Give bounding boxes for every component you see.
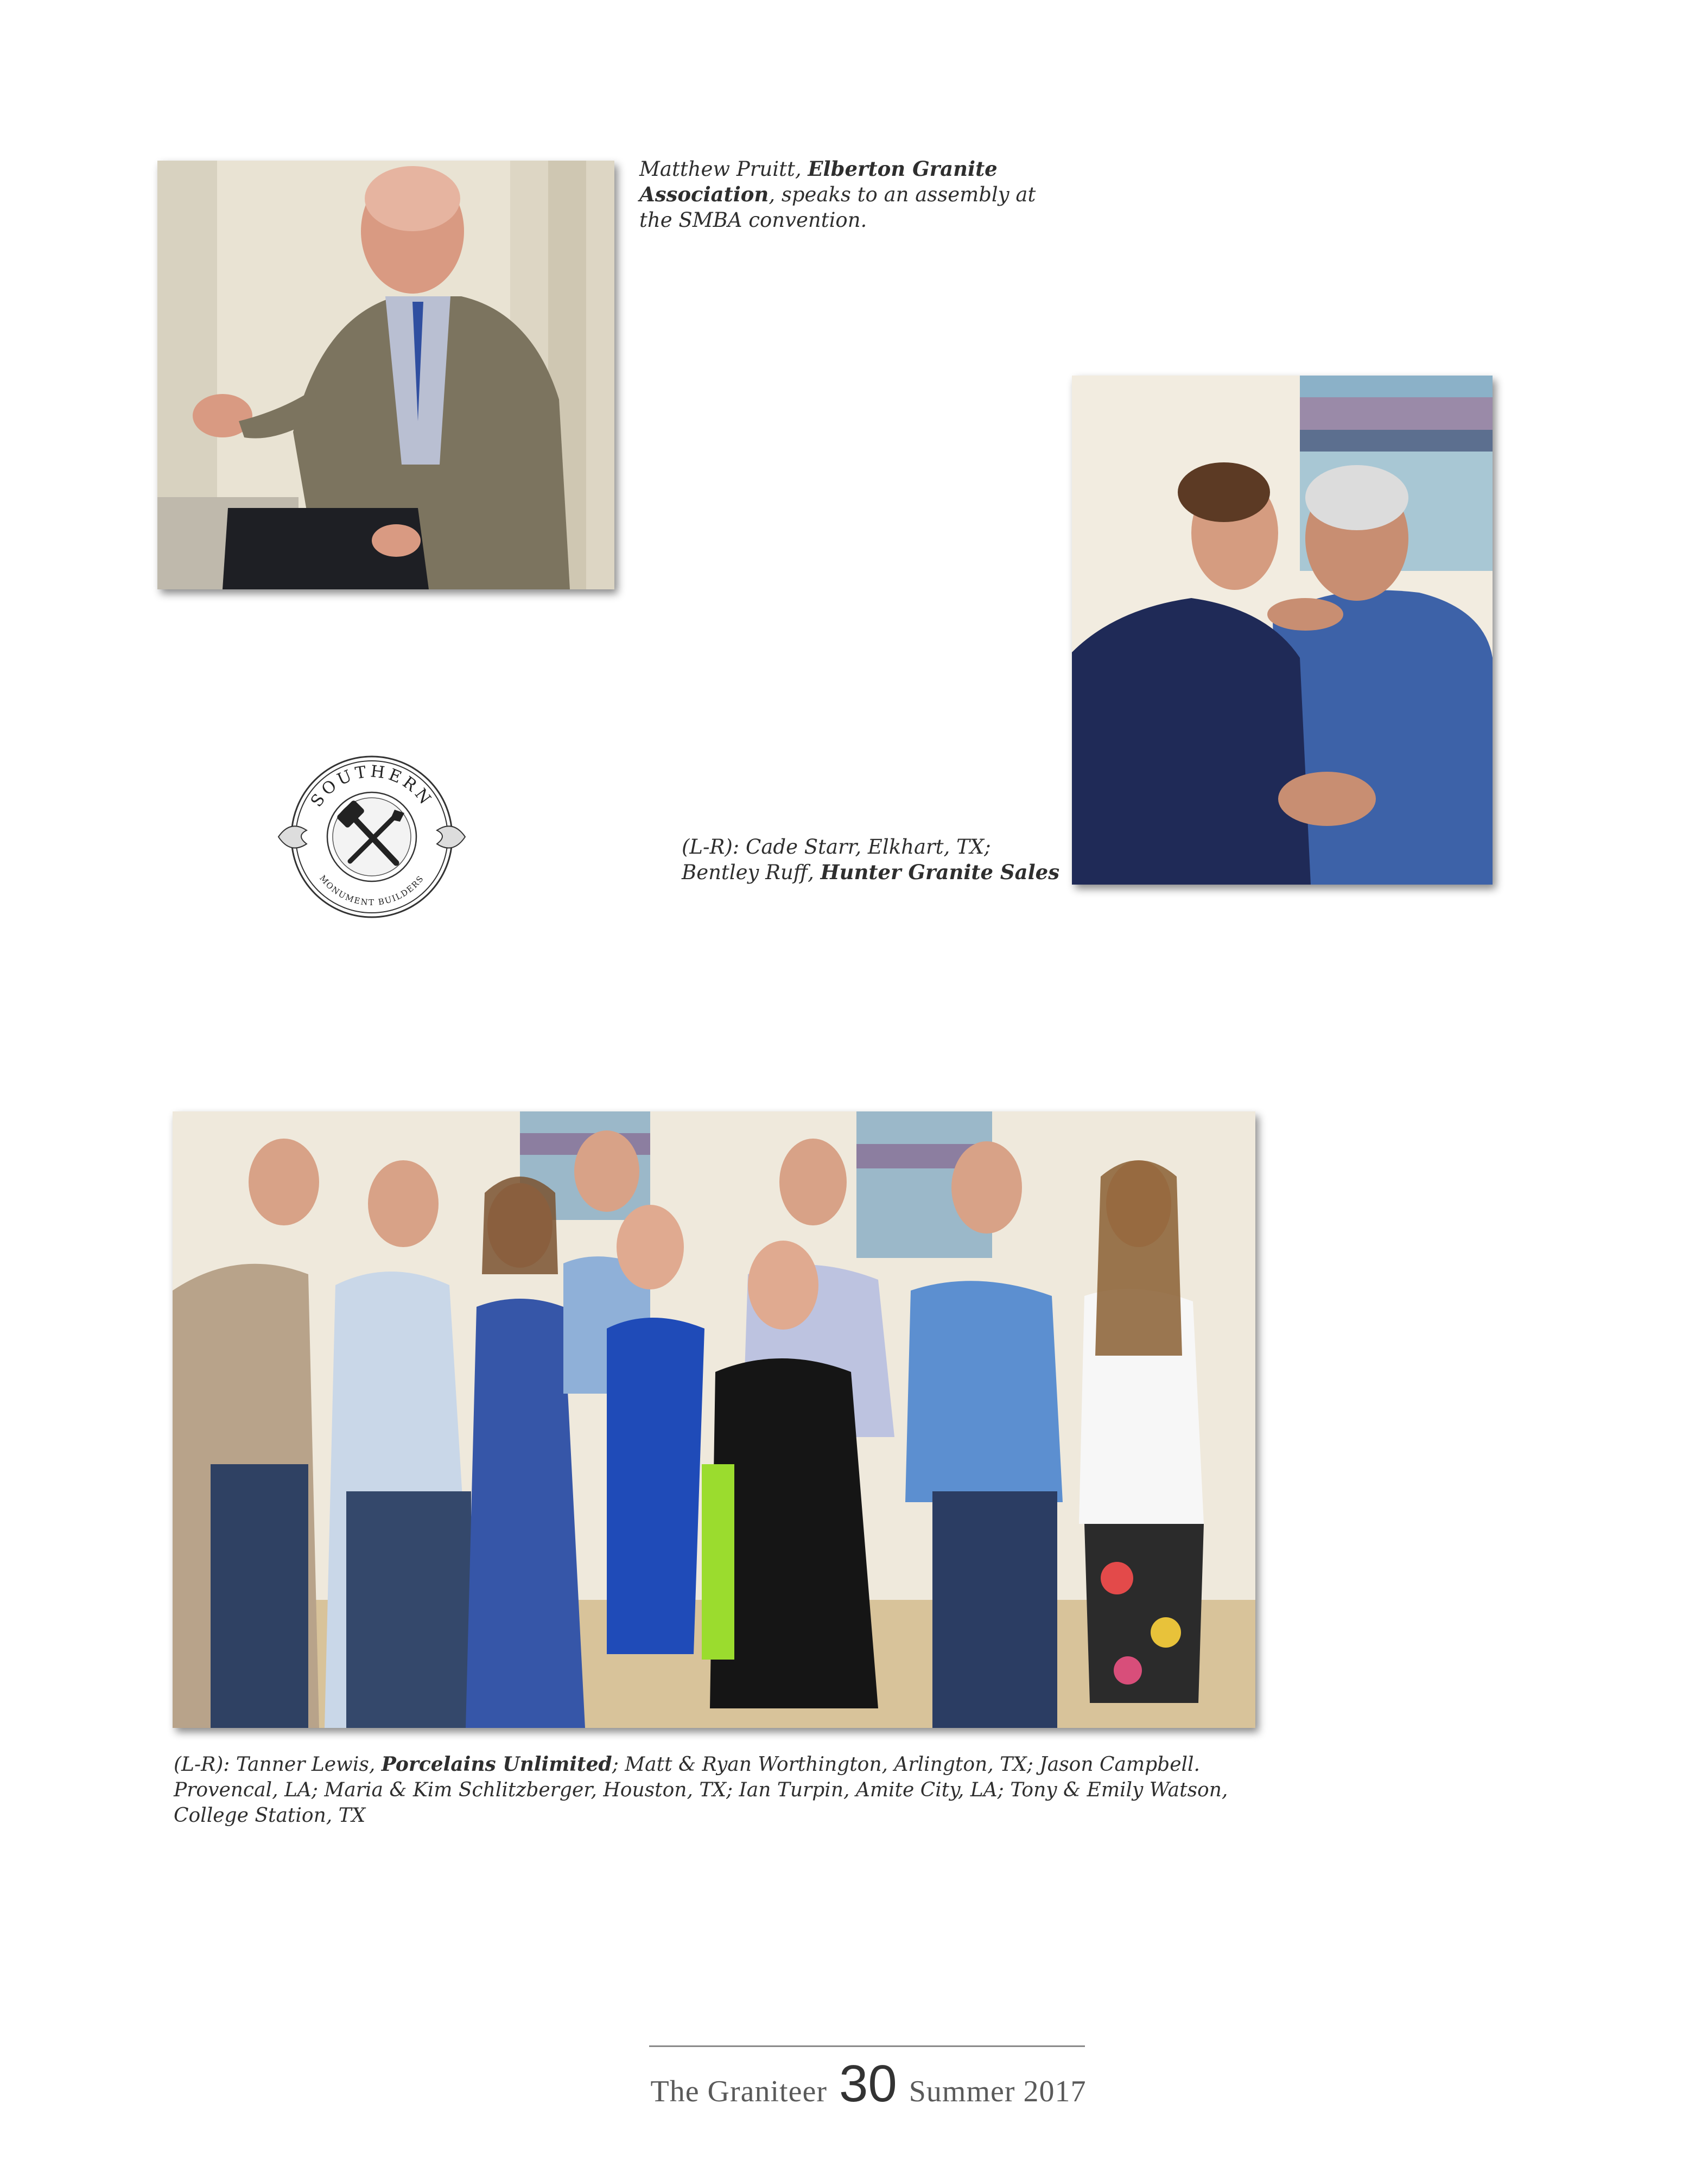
- caption-group-lead: (L-R): Tanner Lewis,: [174, 1753, 382, 1776]
- logo-emblem: [274, 754, 469, 920]
- footer-page-number: 30: [839, 2055, 897, 2113]
- caption-starr-ruff-lead: (L-R): Cade Starr, Elkhart, TX; Bentley Ruff,: [682, 835, 991, 885]
- footer-issue: Summer 2017: [909, 2075, 1087, 2108]
- caption-speaker-rest: , speaks to an assembly at the SMBA convention.: [639, 183, 1036, 232]
- caption-speaker: [639, 156, 1052, 233]
- caption-speaker-org: Elberton Granite Association: [639, 157, 998, 207]
- speaker-photo-image: [157, 161, 614, 589]
- caption-group-rest: ; Matt & Ryan Worthington, Arlington, TX; Jason Campbell. Provencal, LA; Maria & Kim Schlitzberger, Houston, TX; Ian Turpin, Amite City, LA; Tony & Emily Watson, College Station, TX: [174, 1753, 1228, 1827]
- caption-group-org: Porcelains Unlimited: [381, 1753, 612, 1776]
- photo-starr-ruff: [1072, 376, 1493, 885]
- footer-publication: The Graniteer: [650, 2075, 827, 2108]
- caption-starr-ruff: [682, 835, 1062, 886]
- page-footer: [624, 2054, 1113, 2114]
- caption-starr-ruff-org: Hunter Granite Sales: [820, 860, 1060, 885]
- group-photo-image: [173, 1111, 1255, 1728]
- photo-speaker: [157, 161, 614, 589]
- footer-divider: [649, 2045, 1085, 2047]
- starr-ruff-photo-image: [1072, 376, 1493, 885]
- photo-group: [173, 1111, 1255, 1728]
- logo-bottom-text: MONUMENT BUILDERS: [318, 873, 426, 908]
- caption-group: [174, 1752, 1270, 1828]
- logo-top-text: SOUTHERN: [307, 762, 437, 811]
- caption-speaker-name: Matthew Pruitt,: [639, 157, 808, 181]
- southern-monument-builders-logo: [274, 754, 469, 920]
